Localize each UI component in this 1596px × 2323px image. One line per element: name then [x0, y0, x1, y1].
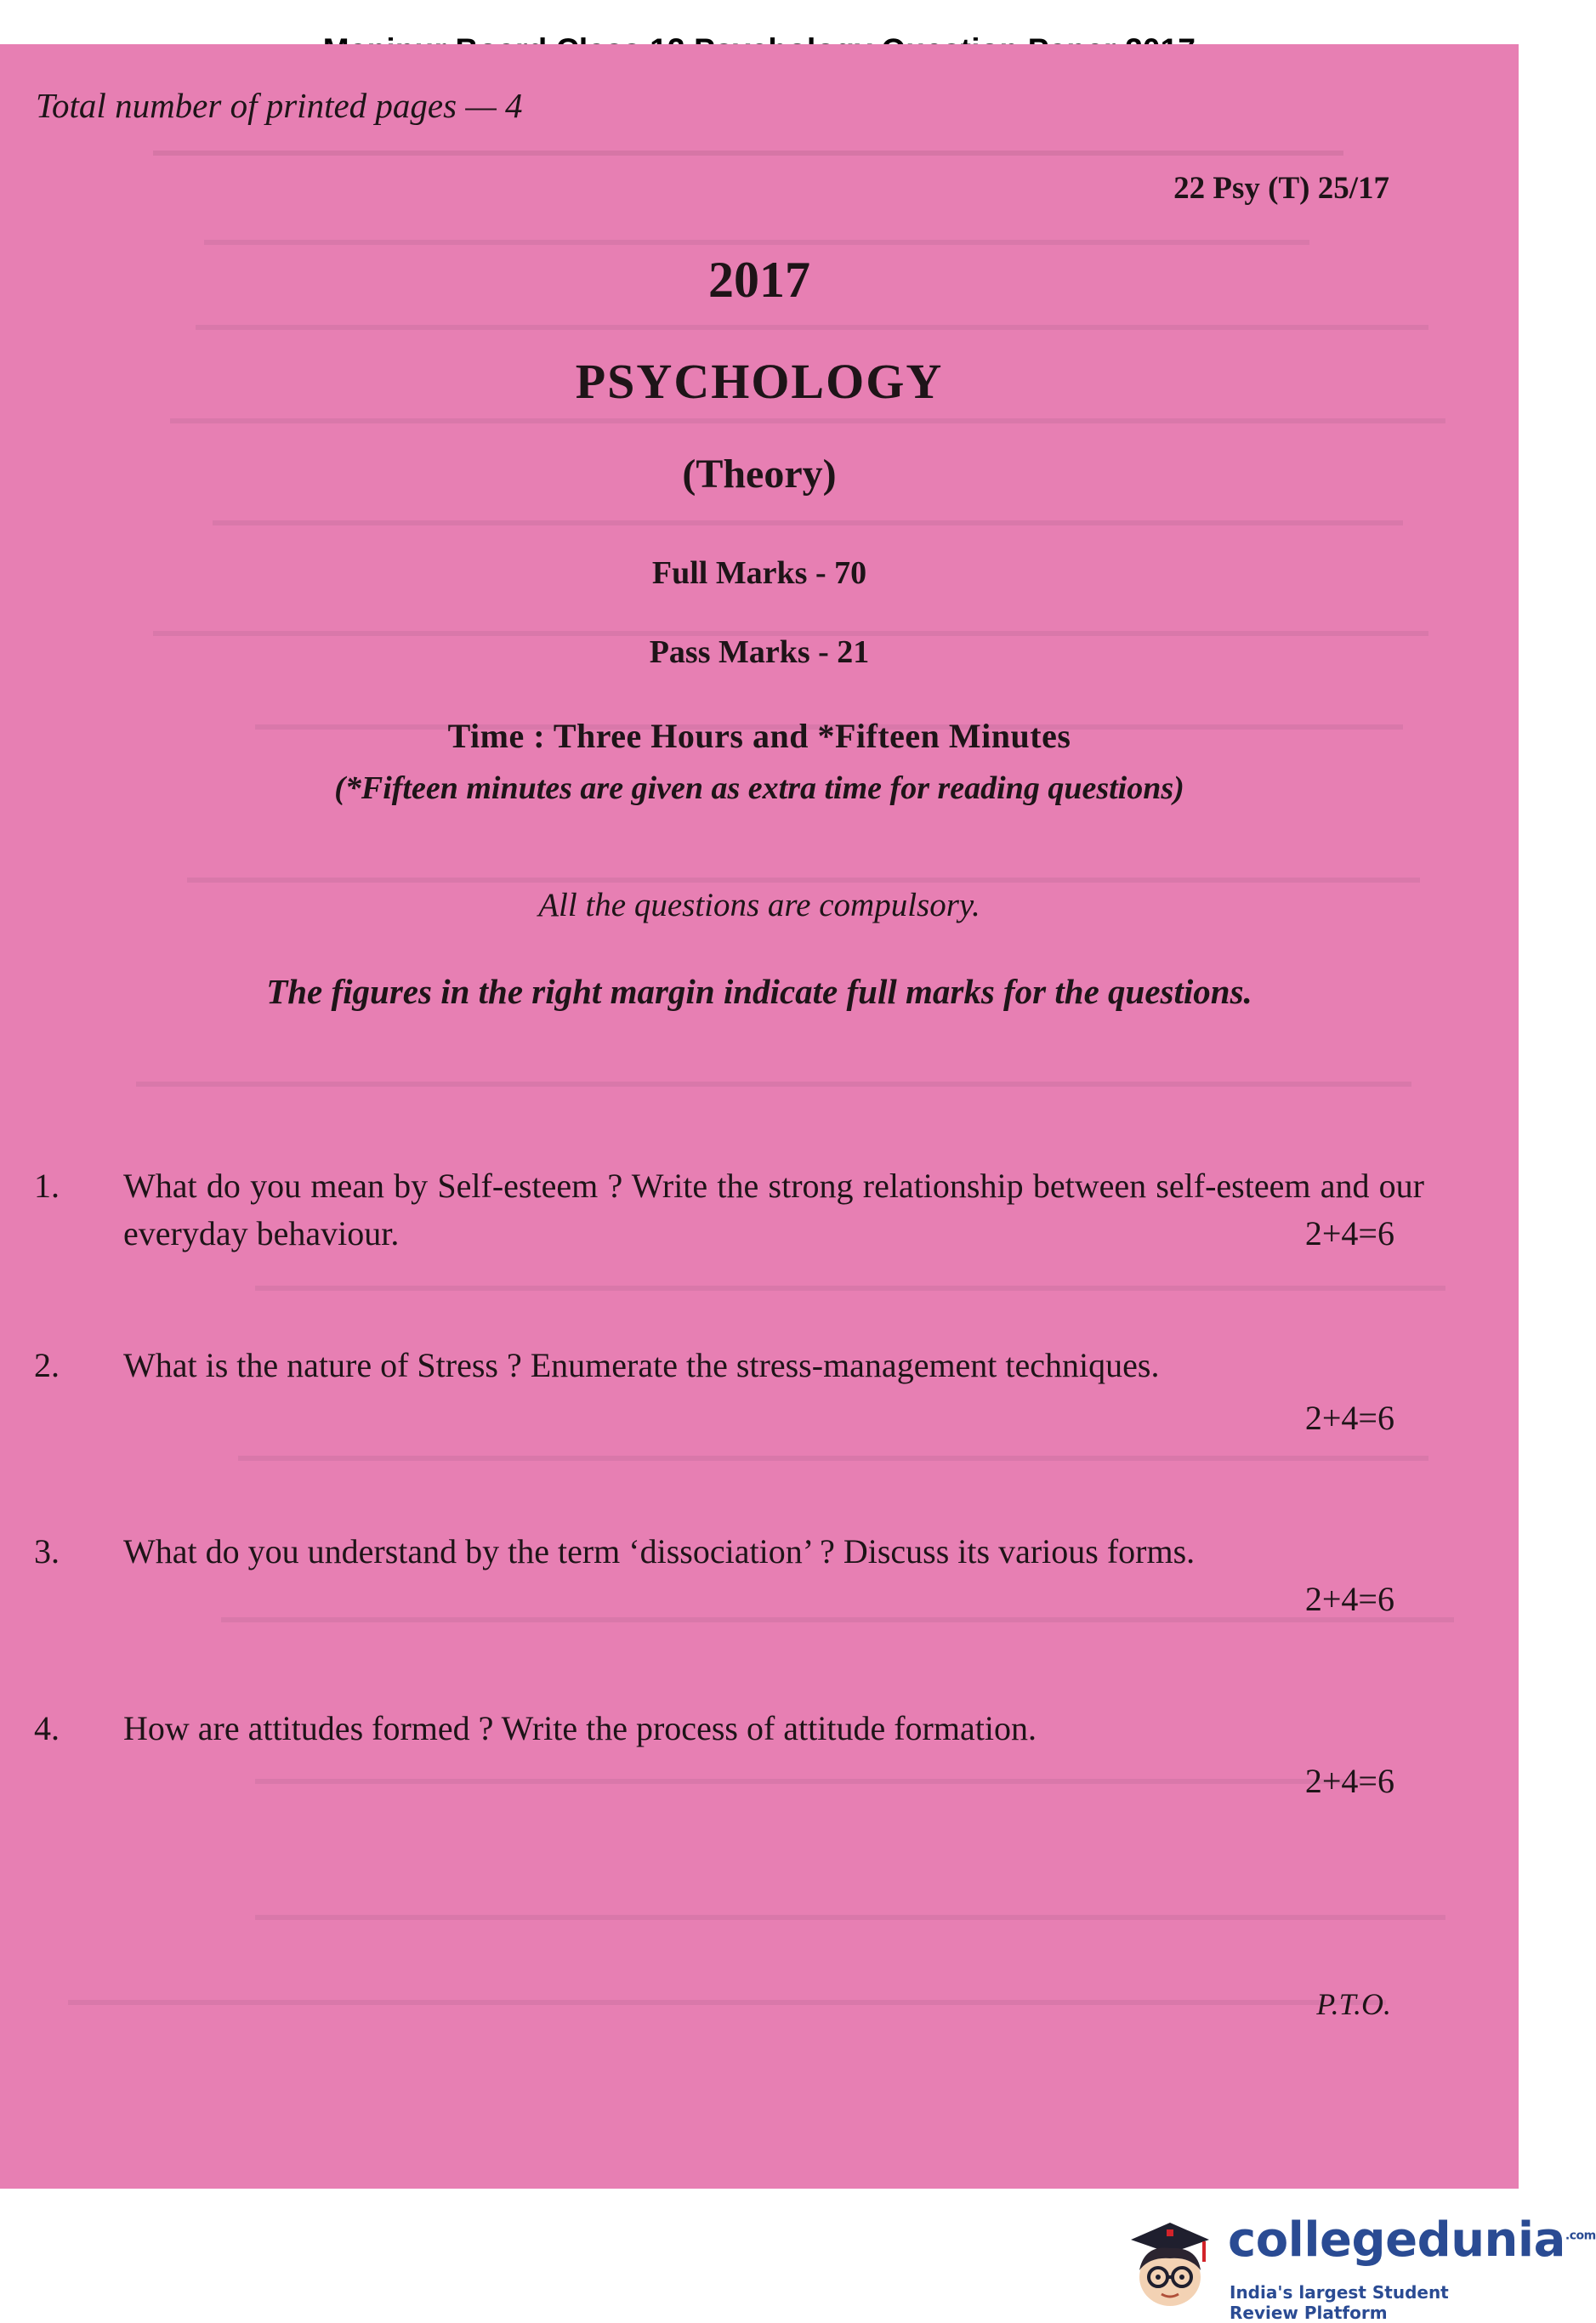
paper-type: (Theory): [682, 452, 837, 497]
question-marks: 2+4=6: [1304, 1399, 1394, 1437]
logo-tagline: India's largest Student Review Platform: [1230, 2282, 1449, 2323]
question-marks: 2+4=6: [1304, 1580, 1394, 1618]
printed-pages-note: Total number of printed pages — 4: [36, 86, 523, 125]
question-4: [34, 1705, 1394, 1807]
question-2: [34, 1342, 1394, 1444]
question-number: 3.: [34, 1532, 60, 1570]
question-text: How are attitudes formed ? Write the process of attitude formation.: [123, 1709, 1037, 1747]
question-number: 4.: [34, 1709, 60, 1747]
subject-title: PSYCHOLOGY: [575, 354, 944, 409]
collegedunia-logo[interactable]: [1119, 2211, 1596, 2323]
question-1: [34, 1162, 1424, 1264]
question-marks: 2+4=6: [1304, 1762, 1394, 1800]
logo-wordmark: collegedunia$^{.com}$: [1228, 2212, 1596, 2268]
exam-year: 2017: [708, 252, 810, 308]
time-allowed: Time : Three Hours and *Fifteen Minutes: [447, 717, 1071, 755]
pass-marks: Pass Marks - 21: [649, 634, 870, 670]
question-text: What is the nature of Stress ? Enumerate the stress-management techniques.: [123, 1346, 1160, 1384]
please-turn-over: P.T.O.: [1316, 1987, 1391, 2021]
question-number: 2.: [34, 1346, 60, 1384]
extra-time-note: (*Fifteen minutes are given as extra time for reading questions): [334, 770, 1184, 806]
compulsory-instruction: All the questions are compulsory.: [538, 887, 980, 923]
question-3: [34, 1528, 1394, 1630]
question-text: What do you mean by Self-esteem ? Write the strong relationship between self-esteem and our everyday behaviour.: [123, 1167, 1424, 1252]
paper-code: 22 Psy (T) 25/17: [1173, 171, 1389, 206]
full-marks: Full Marks - 70: [651, 555, 867, 591]
student-mascot-icon: [1119, 2211, 1221, 2311]
question-number: 1.: [34, 1167, 60, 1205]
margin-marks-instruction: The figures in the right margin indicate full marks for the questions.: [266, 972, 1252, 1011]
question-text: What do you understand by the term ‘dissociation’ ? Discuss its various forms.: [123, 1532, 1196, 1570]
question-marks: 2+4=6: [1304, 1214, 1394, 1252]
